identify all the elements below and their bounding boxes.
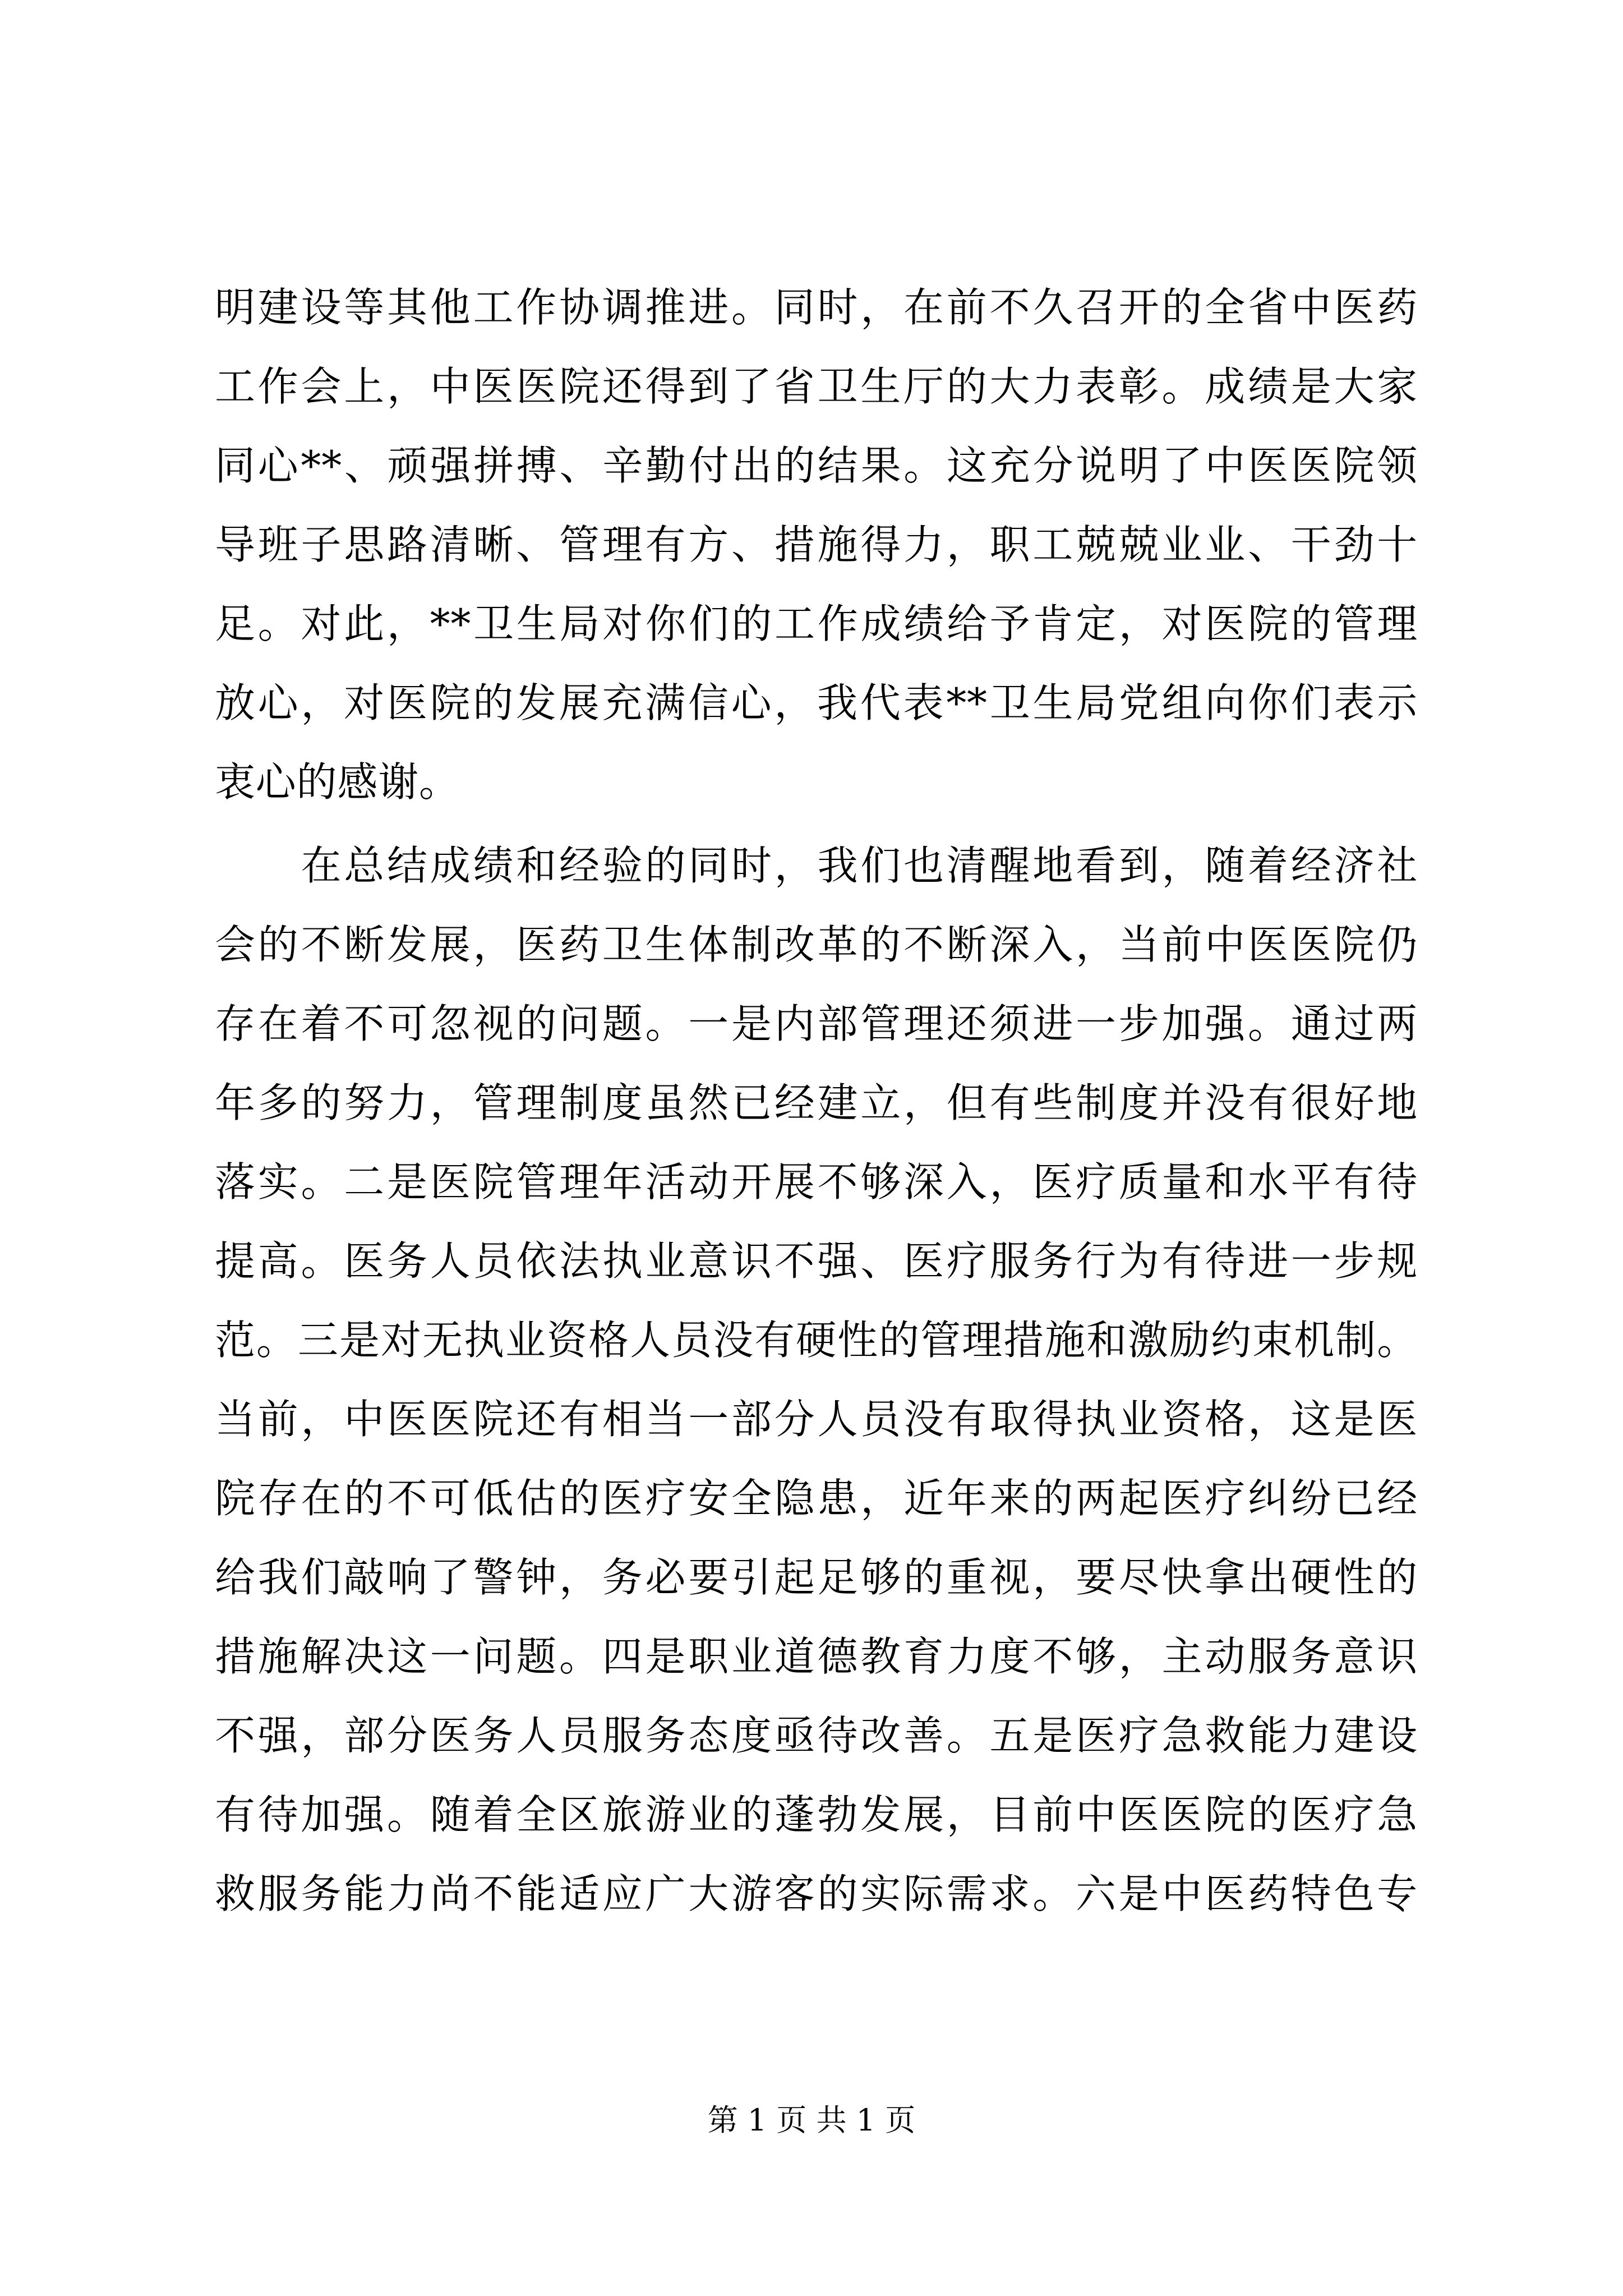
text-line: 提高。医务人员依法执业意识不强、医疗服务行为有待进一步规 xyxy=(215,1237,1418,1285)
page-number-footer: 第 1 页 共 1 页 xyxy=(707,2102,916,2138)
text-line: 不强，部分医务人员服务态度亟待改善。五是医疗急救能力建设 xyxy=(215,1712,1418,1759)
text-line: 年多的努力，管理制度虽然已经建立，但有些制度并没有很好地 xyxy=(215,1079,1418,1126)
text-line: 当前，中医医院还有相当一部分人员没有取得执业资格，这是医 xyxy=(215,1396,1418,1443)
body-text xyxy=(215,268,1418,1934)
text-line: 放心，对医院的发展充满信心，我代表**卫生局党组向你们表示 xyxy=(215,679,1418,726)
text-line: 范。三是对无执业资格人员没有硬性的管理措施和激励约束机制。 xyxy=(215,1317,1418,1364)
text-line: 明建设等其他工作协调推进。同时，在前不久召开的全省中医药 xyxy=(215,284,1418,331)
text-line: 足。对此，**卫生局对你们的工作成绩给予肯定，对医院的管理 xyxy=(215,600,1418,647)
text-line: 在总结成绩和经验的同时，我们也清醒地看到，随着经济社 xyxy=(215,842,1418,889)
paragraph-gap xyxy=(215,822,1418,826)
text-line: 衷心的感谢。 xyxy=(215,758,460,806)
text-line: 导班子思路清晰、管理有方、措施得力，职工兢兢业业、干劲十 xyxy=(215,521,1418,568)
text-line: 给我们敲响了警钟，务必要引起足够的重视，要尽快拿出硬性的 xyxy=(215,1554,1418,1601)
text-line: 救服务能力尚不能适应广大游客的实际需求。六是中医药特色专 xyxy=(215,1870,1418,1917)
text-line: 同心**、顽强拼搏、辛勤付出的结果。这充分说明了中医医院领 xyxy=(215,442,1418,489)
text-line: 工作会上，中医医院还得到了省卫生厅的大力表彰。成绩是大家 xyxy=(215,363,1418,410)
text-line: 存在着不可忽视的问题。一是内部管理还须进一步加强。通过两 xyxy=(215,1000,1418,1047)
text-line: 措施解决这一问题。四是职业道德教育力度不够，主动服务意识 xyxy=(215,1633,1418,1680)
text-line: 有待加强。随着全区旅游业的蓬勃发展，目前中医医院的医疗急 xyxy=(215,1791,1418,1838)
text-line: 落实。二是医院管理年活动开展不够深入，医疗质量和水平有待 xyxy=(215,1158,1418,1205)
text-line: 会的不断发展，医药卫生体制改革的不断深入，当前中医医院仍 xyxy=(215,921,1418,968)
text-line: 院存在的不可低估的医疗安全隐患，近年来的两起医疗纠纷已经 xyxy=(215,1475,1418,1522)
